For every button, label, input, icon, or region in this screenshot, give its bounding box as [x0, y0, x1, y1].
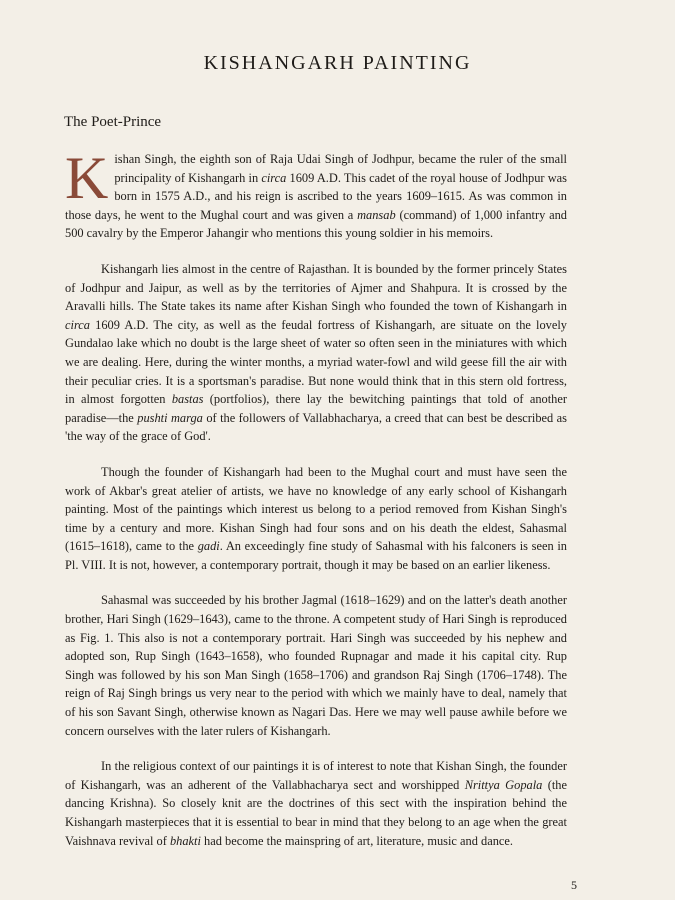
text-run: . An exceedingly fine study of Sahasmal with his falconers is seen in Pl. VIII. It is not, however, a contemporary portrait, though it may be based on an earlier likeness. [65, 539, 567, 572]
text-run: 1609 A.D. This cadet of the royal house of Jodhpur was born in 1575 A.D., and his reign is ascribed to the years 1609–1615. As was common in those days, he went to the Mughal court and was given a [65, 170, 568, 222]
text-run: of the followers of Vallabhacharya, a creed that can best be described as 'the way of the grace of God'. [65, 410, 567, 444]
italic-term: bastas [171, 392, 204, 407]
italic-term: circa [261, 170, 287, 185]
text-run: (command) of 1,000 infantry and 500 cavalry by the Emperor Jahangir who mentions this young soldier in his memoirs. [65, 207, 567, 241]
italic-term: mansab [357, 207, 396, 222]
section-heading: The Poet-Prince [64, 114, 162, 130]
italic-term: circa [65, 317, 90, 332]
body-text [65, 145, 568, 867]
italic-term: gadi [197, 539, 220, 554]
text-run: Kishangarh lies almost in the centre of Rajasthan. It is bounded by the former princely States of Jodhpur and Jaipur, as well as by the territories of Ajmer and Shahpura. It is crossed by the Aravalli hills. The State takes its name after Kishan Singh who founded the town of Kishangarh in [65, 261, 567, 314]
page-number: 5 [571, 878, 577, 892]
paragraph-5 [65, 757, 567, 850]
text-run: Though the founder of Kishangarh had been to the Mughal court and must have seen the work of Akbar's great atelier of artists, we have no knowledge of any early school of Kishangarh painting. Most of the paintings which interest us belong to a period removed from Kishan Singh's time by a century and more. Kishan Singh had four sons and on his death the eldest, Sahasmal (1615–1618), came to the [65, 464, 567, 554]
text-run: had become the mainspring of art, literature, music and dance. [200, 833, 513, 848]
drop-cap: K [65, 145, 109, 211]
text-run: In the religious context of our paintings it is of interest to note that Kishan Singh, the founder of Kishangarh, was an adherent of the Vallabhacharya sect and worshipped [65, 759, 567, 792]
paragraph-1 [65, 145, 568, 243]
text-run: Sahasmal was succeeded by his brother Jagmal (1618–1629) and on the latter's death another brother, Hari Singh (1629–1643), came to the throne. A competent study of Hari Singh is reproduced as Fig. 1. This also is not a contemporary portrait. Hari Singh was succeeded by his nephew and adopted son, Rup Singh (1643–1658), who founded Rupnagar and made it his capital city. Rup Singh was followed by his son Man Singh (1658–1706) and grandson Raj Singh (1706–1748). The reign of Raj Singh brings us very near to the period with which we mainly have to deal, namely that of his son Savant Singh, otherwise known as Nagari Das. Here we may well pause awhile before we concern ourselves with the later rulers of Kishangarh. [65, 593, 567, 738]
text-run: 1609 A.D. The city, as well as the feudal fortress of Kishangarh, are situate on the lovely Gundalao lake which no doubt is the large sheet of water so often seen in the miniatures with which we are dealing. Here, during the winter months, a myriad water-fowl and wild geese fill the air with their peculiar cries. It is a sportsman's paradise. But none would think that in this stern old fortress, in almost forgotten [65, 317, 567, 407]
page-title: KISHANGARH PAINTING [203, 52, 472, 74]
text-run: (the dancing Krishna). So closely knit are the doctrines of this sect with the inspiration behind the Kishangarh masterpieces that it is essential to bear in mind that they belong to an age when the great Vaishnava revival of [65, 777, 567, 848]
italic-term: pushti marga [137, 410, 203, 425]
paragraph-4 [65, 591, 567, 740]
italic-term: bhakti [169, 833, 201, 848]
italic-term: Nrittya Gopala [464, 777, 543, 792]
text-run: ishan Singh, the eighth son of Raja Udai Singh of Jodhpur, became the ruler of the small principality of Kishangarh in [114, 152, 567, 185]
paragraph-3 [65, 463, 567, 575]
text-run: (portfolios), there lay the bewitching paintings that told of another paradise—the [65, 392, 567, 425]
paragraph-2 [65, 260, 567, 446]
